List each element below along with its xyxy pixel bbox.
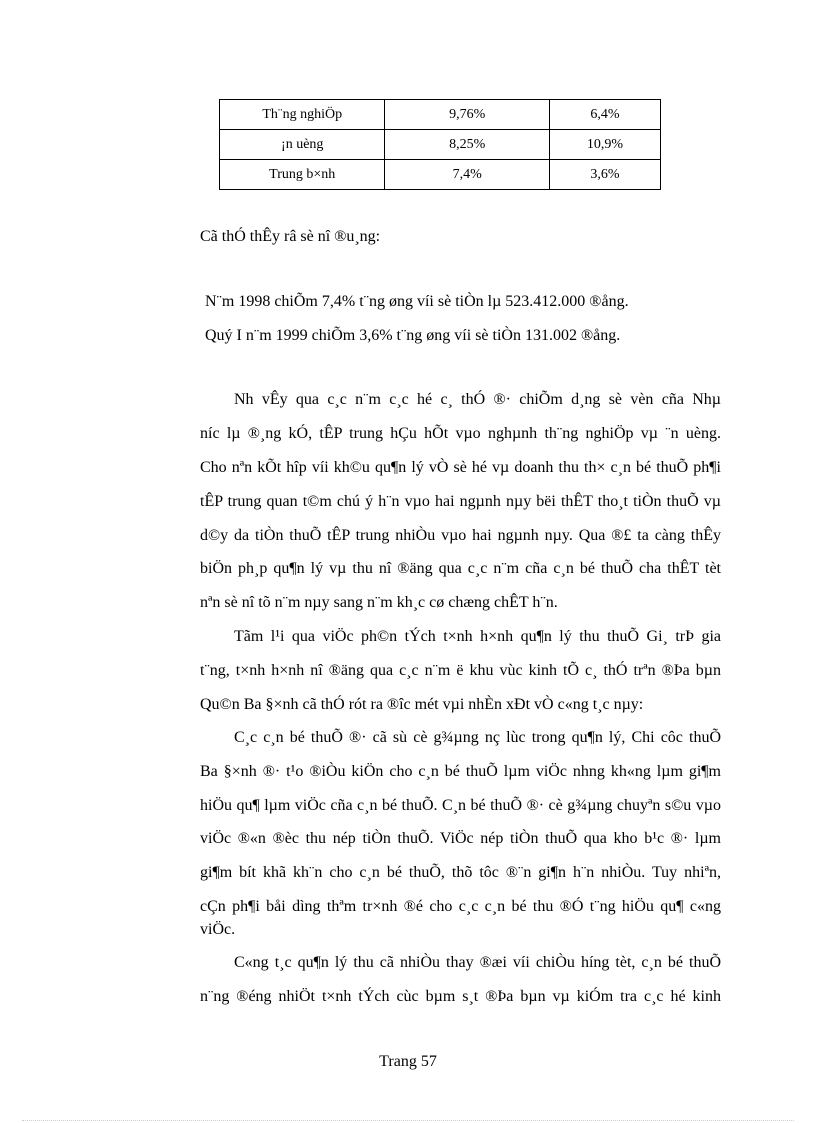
paragraph-line: gi¶m bít khã kh¨n cho c¸n bé thuÕ, thõ tôc ®¨n gi¶n h¨n nhiÒu. Tuy nhiªn,	[200, 864, 721, 881]
paragraph-line: cÇn ph¶i båi dìng thªm tr×nh ®é cho c¸c c¸n bé thu ®Ó t¨ng hiÖu qu¶ c«ng	[200, 898, 721, 915]
paragraph-line: nªn sè nî tõ n¨m nµy sang n¨m kh¸c cø chæng chÊT h¨n.	[200, 594, 558, 611]
list-item-1999: Quý I n¨m 1999 chiÕm 3,6% t¨ng øng víi sè tiÒn 131.002 ®ång.	[205, 327, 621, 344]
page-divider	[22, 1120, 794, 1121]
paragraph-line: d©y da tiÒn thuÕ tÊP trung nhiÒu vµo hai ngµnh nµy. Qua ®£ ta càng thÊy	[200, 527, 721, 544]
paragraph-line: biÖn ph¸p qu¶n lý vµ thu nî ®äng qua c¸c n¨m cña c¸n bé thuÕ cha thÊT tèt	[200, 560, 721, 577]
table-cell-sector: Trung b×nh	[220, 160, 385, 190]
paragraph-line: Tãm l¹i qua viÖc ph©n tÝch t×nh h×nh qu¶n lý thu thuÕ Gi¸ trÞ gia	[234, 628, 721, 645]
statistics-table	[219, 99, 661, 190]
intro-line: Cã thÓ thÊy râ sè nî ®u¸ng:	[200, 228, 381, 245]
paragraph-line: Cho nªn kÕt hîp víi kh©u qu¶n lý vÒ sè hé vµ doanh thu th× c¸n bé thuÕ ph¶i	[200, 459, 721, 476]
table-cell-q1-1999: 3,6%	[549, 160, 660, 190]
table-row	[220, 160, 661, 190]
table-row	[220, 100, 661, 130]
paragraph-line: Nh vÊy qua c¸c n¨m c¸c hé c¸ thÓ ®· chiÕm d¸ng sè vèn cña Nhµ	[234, 391, 721, 408]
paragraph-line: Ba §×nh ®· t¹o ®iÒu kiÖn cho c¸n bé thuÕ lµm viÖc nhng kh«ng lµm gi¶m	[200, 763, 721, 780]
table-cell-sector: ¡n uèng	[220, 130, 385, 160]
paragraph-line: C¸c c¸n bé thuÕ ®· cã sù cè g¾µng nç lùc trong qu¶n lý, Chi côc thuÕ	[234, 729, 721, 746]
paragraph-line: hiÖu qu¶ lµm viÖc cña c¸n bé thuÕ. C¸n bé thuÕ ®· cè g¾µng chuyªn s©u vµo	[200, 797, 721, 814]
paragraph-line: tÊP trung quan t©m chú ý h¨n vµo hai ngµnh nµy bëi thÊT tho¸t tiÒn thuÕ vµ	[200, 493, 721, 510]
table-cell-1998: 9,76%	[385, 100, 549, 130]
list-item-1998: N¨m 1998 chiÕm 7,4% t¨ng øng víi sè tiÒn lµ 523.412.000 ®ång.	[205, 293, 629, 310]
table-row	[220, 130, 661, 160]
paragraph-line: viÖc.	[200, 921, 236, 938]
table-cell-q1-1999: 6,4%	[549, 100, 660, 130]
table-cell-1998: 8,25%	[385, 130, 549, 160]
paragraph-line: viÖc ®«n ®èc thu nép tiÒn thuÕ. ViÖc nép tiÒn thuÕ qua kho b¹c ®· lµm	[200, 830, 721, 847]
paragraph-line: C«ng t¸c qu¶n lý thu cã nhiÒu thay ®æi víi chiÒu híng tèt, c¸n bé thuÕ	[234, 954, 721, 971]
table-cell-q1-1999: 10,9%	[549, 130, 660, 160]
table-cell-sector: Th¨ng nghiÖp	[220, 100, 385, 130]
paragraph-line: t¨ng, t×nh h×nh nî ®äng qua c¸c n¨m ë khu vùc kinh tÕ c¸ thÓ trªn ®Þa bµn	[200, 662, 721, 679]
paragraph-line: Qu©n Ba §×nh cã thÓ rót ra ®îc mét vµi nhÈn xÐt vÒ c«ng t¸c nµy:	[200, 696, 644, 713]
page-number: Trang 57	[379, 1053, 437, 1070]
table-cell-1998: 7,4%	[385, 160, 549, 190]
paragraph-line: n¨ng ®éng nhiÖt t×nh tÝch cùc bµm s¸t ®Þa bµn vµ kiÓm tra c¸c hé kinh	[200, 988, 721, 1005]
paragraph-line: níc lµ ®¸ng kÓ, tÊP trung hÇu hÕt vµo nghµnh th¨ng nghiÖp vµ ¨n uèng.	[200, 425, 721, 442]
